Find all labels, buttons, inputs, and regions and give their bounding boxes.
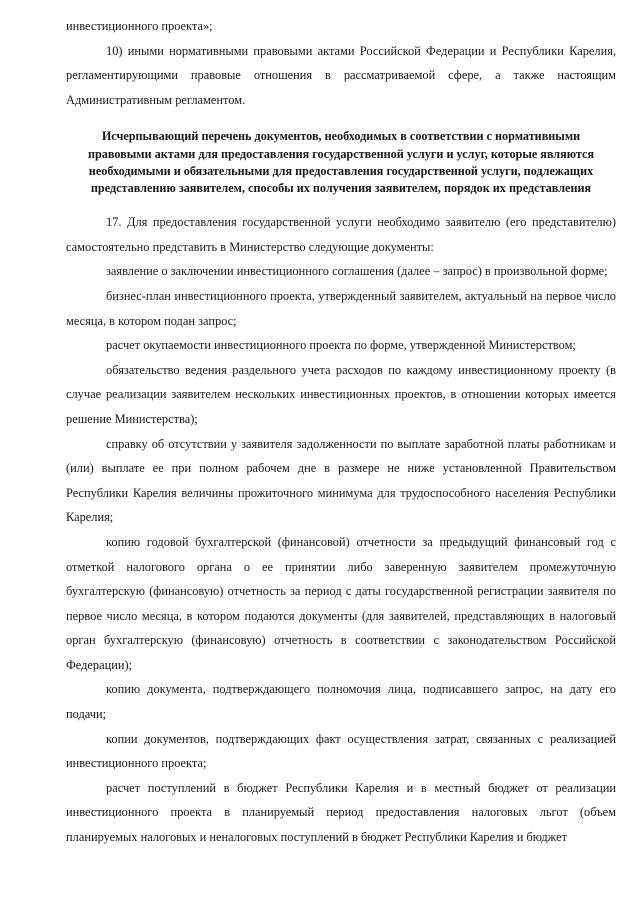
section-heading: Исчерпывающий перечень документов, необходимых в соответствии с нормативными правовыми актами для предоставления государственной услуги и услуг, которые являются необходимыми и обязательными для предоставления государственной услуги, подлежащих представлению заявителем, способы их получения заявителем, порядок их представления xyxy=(87,129,595,195)
list-item-authority-document: копию документа, подтверждающего полномочия лица, подписавшего запрос, на дату его подачи; xyxy=(66,682,616,722)
list-item-payback-calculation: расчет окупаемости инвестиционного проекта по форме, утвержденной Министерством; xyxy=(106,338,576,353)
list-item-no-debt-certificate: справку об отсутствии у заявителя задолженности по выплате заработной платы работникам и (или) выплате ее при полном рабочем дне в размере не ниже установленной Правительством Республики Карелия величины прожиточного минимума для трудоспособного населения Республики Карелия; xyxy=(66,436,616,525)
paragraph-17: 17. Для предоставления государственной услуги необходимо заявителю (его представителю) самостоятельно представить в Министерство следующие документы: xyxy=(66,215,616,254)
paragraph-item-10: 10) иными нормативными правовыми актами Российской Федерации и Республики Карелия, регламентирующими правовые отношения в рассматриваемой сфере, а также настоящим Административным регламентом. xyxy=(66,43,616,107)
list-item-business-plan: бизнес-план инвестиционного проекта, утвержденный заявителем, актуальный на первое число месяца, в котором подан запрос; xyxy=(66,288,616,328)
list-item-budget-revenue-calculation: расчет поступлений в бюджет Республики Карелия и в местный бюджет от реализации инвестиционного проекта в планируемый период предоставления налоговых льгот (объем планируемых налоговых и неналоговых поступлений в бюджет Республики Карелия и бюджет xyxy=(66,780,616,845)
paragraph-continuation: инвестиционного проекта»; xyxy=(66,19,213,33)
document-page xyxy=(66,14,616,850)
list-item-financial-statements: копию годовой бухгалтерской (финансовой) отчетности за предыдущий финансовый год с отметкой налогового органа о ее принятии либо заверенную заявителем промежуточную бухгалтерскую (финансовую) отчетность за период с даты государственной регистрации заявителя по первое число месяца, в котором подаются документы (для заявителей, представляющих в налоговый орган бухгалтерскую (финансовую) отчетность в соответствии с законодательством Российской Федерации); xyxy=(66,534,616,672)
list-item-expense-documents: копии документов, подтверждающих факт осуществления затрат, связанных с реализацией инвестиционного проекта; xyxy=(66,731,616,771)
list-item-separate-accounting: обязательство ведения раздельного учета расходов по каждому инвестиционному проекту (в случае реализации заявителем нескольких инвестиционных проектов, в отношении которых имеется решение Министерства); xyxy=(66,362,616,426)
list-item-application: заявление о заключении инвестиционного соглашения (далее – запрос) в произвольной форме; xyxy=(106,264,608,279)
